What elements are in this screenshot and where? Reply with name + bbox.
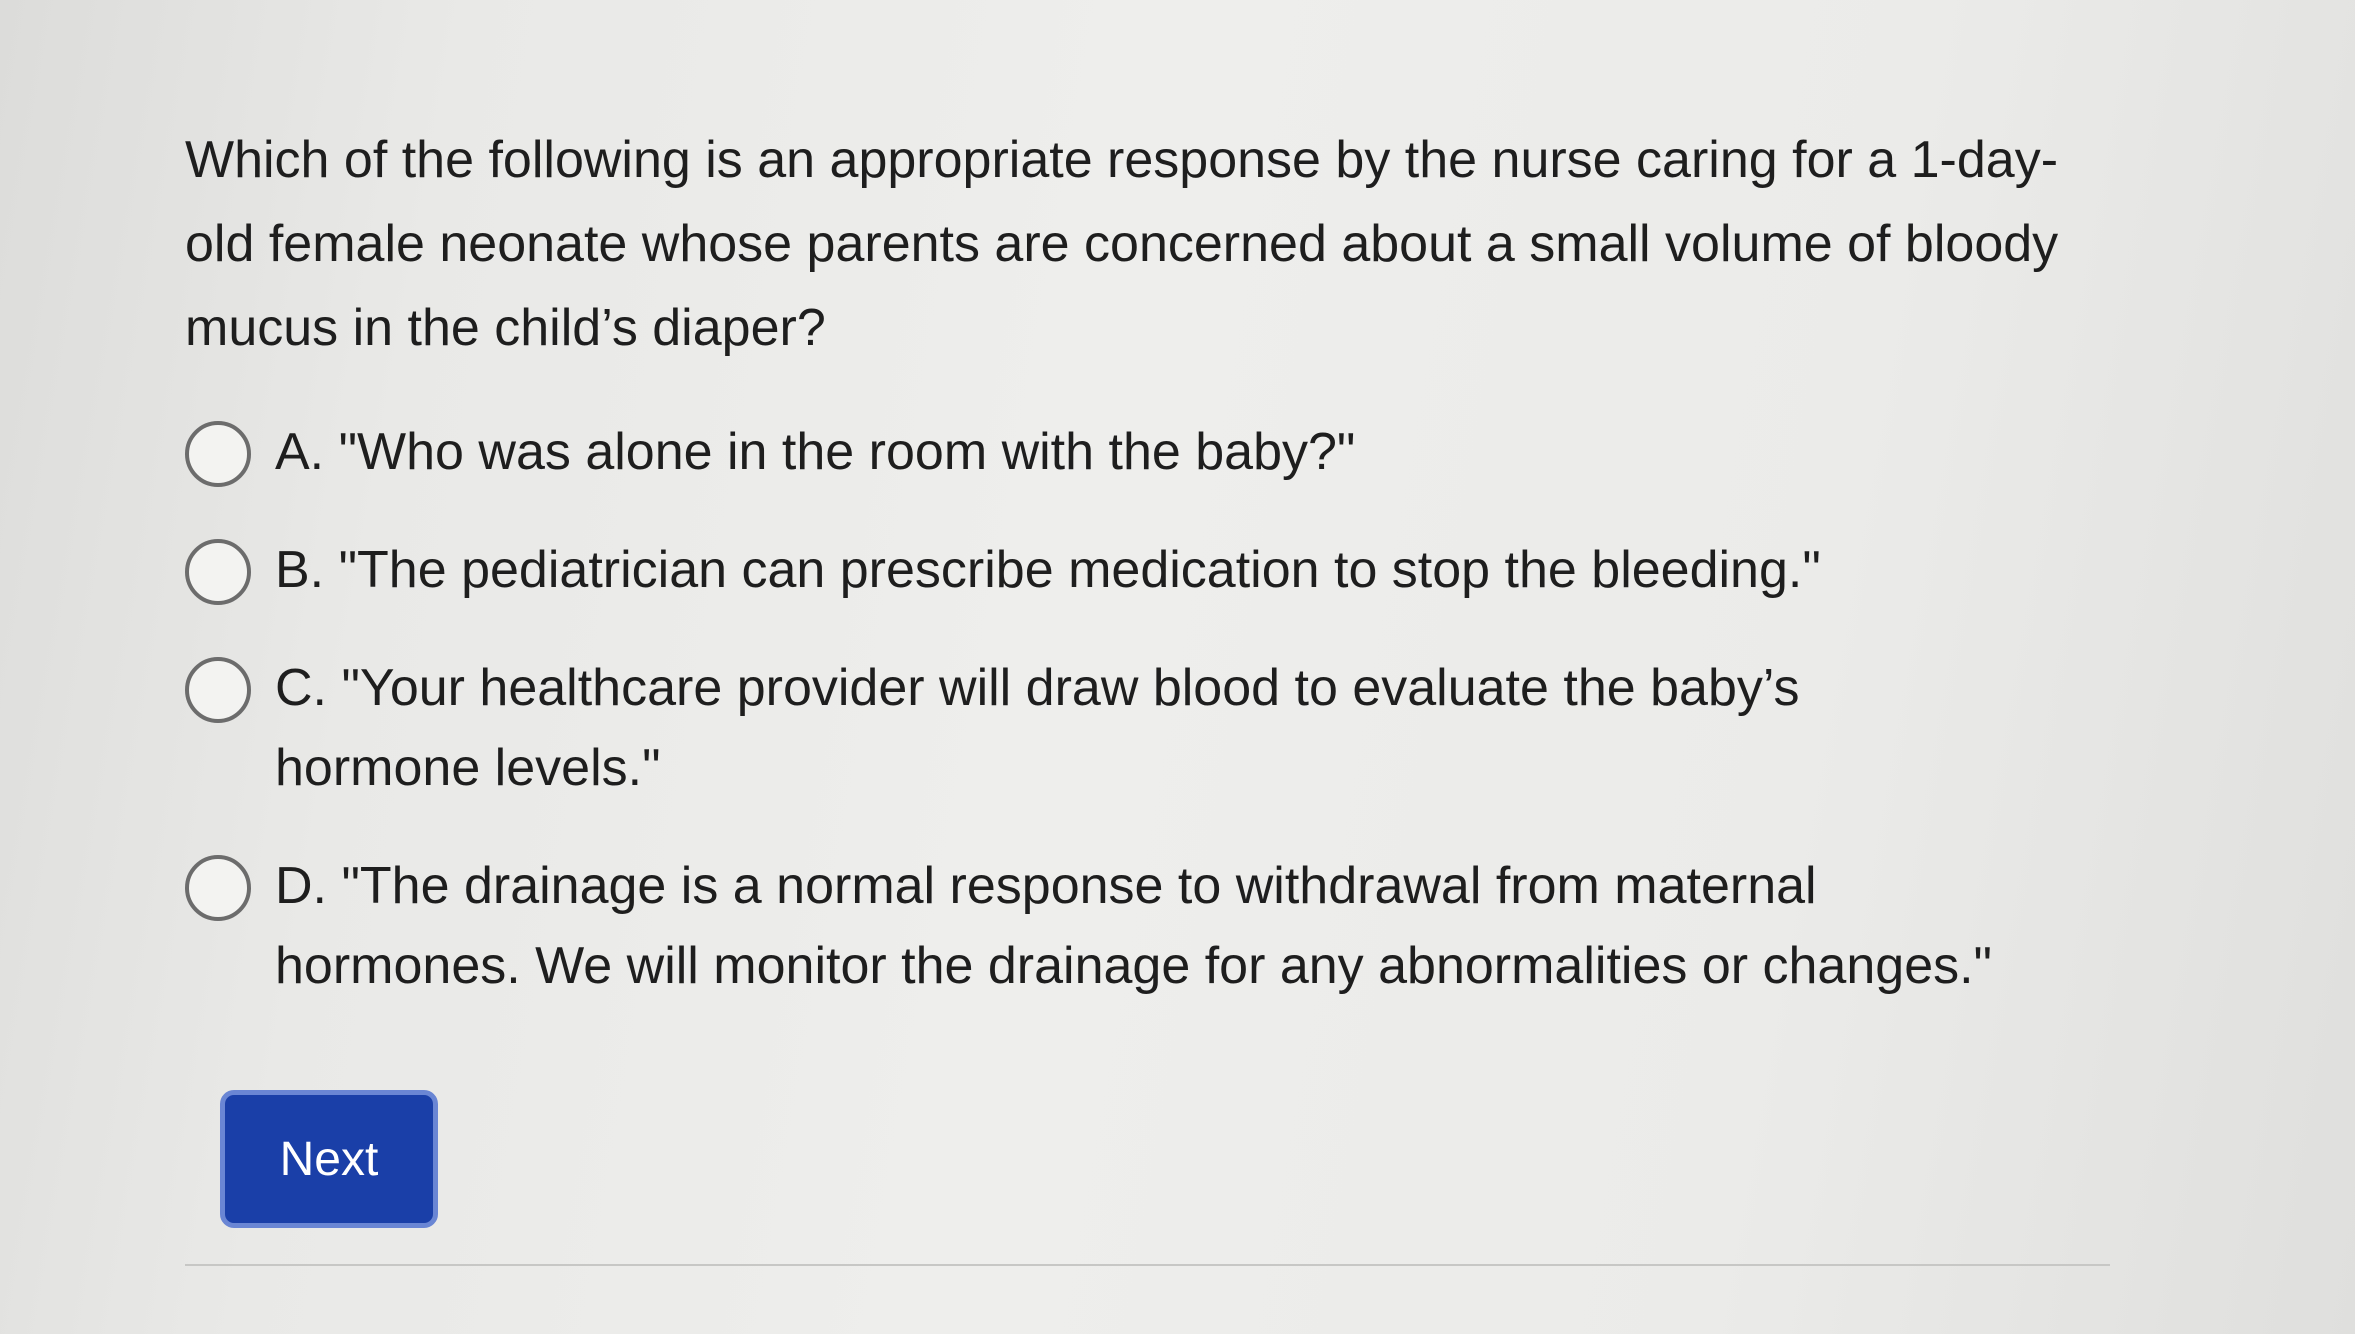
radio-button-a[interactable] xyxy=(185,421,251,487)
question-text: Which of the following is an appropriate response by the nurse caring for a 1-day-old female neonate whose parents are concerned about a small volume of bloody mucus in the child’s diaper? xyxy=(185,131,2059,357)
radio-button-b[interactable] xyxy=(185,539,251,605)
option-c-label[interactable]: C. "Your healthcare provider will draw blood to evaluate the baby’s hormone levels." xyxy=(275,659,1800,797)
option-a[interactable] xyxy=(185,412,2085,492)
answer-options xyxy=(185,412,2085,1006)
option-d[interactable] xyxy=(185,846,2085,1006)
option-c[interactable] xyxy=(185,648,2085,808)
navigation-bar xyxy=(220,1090,438,1228)
next-button[interactable]: Next xyxy=(220,1090,438,1228)
option-b-label[interactable]: B. "The pediatrician can prescribe medication to stop the bleeding." xyxy=(275,541,1821,599)
radio-button-c[interactable] xyxy=(185,657,251,723)
option-a-label[interactable]: A. "Who was alone in the room with the baby?" xyxy=(275,423,1356,481)
divider xyxy=(185,1264,2110,1266)
option-b[interactable] xyxy=(185,530,2085,610)
quiz-panel xyxy=(185,118,2085,1044)
radio-button-d[interactable] xyxy=(185,855,251,921)
option-d-label[interactable]: D. "The drainage is a normal response to withdrawal from maternal hormones. We will monitor the drainage for any abnormalities or changes." xyxy=(275,857,1993,995)
